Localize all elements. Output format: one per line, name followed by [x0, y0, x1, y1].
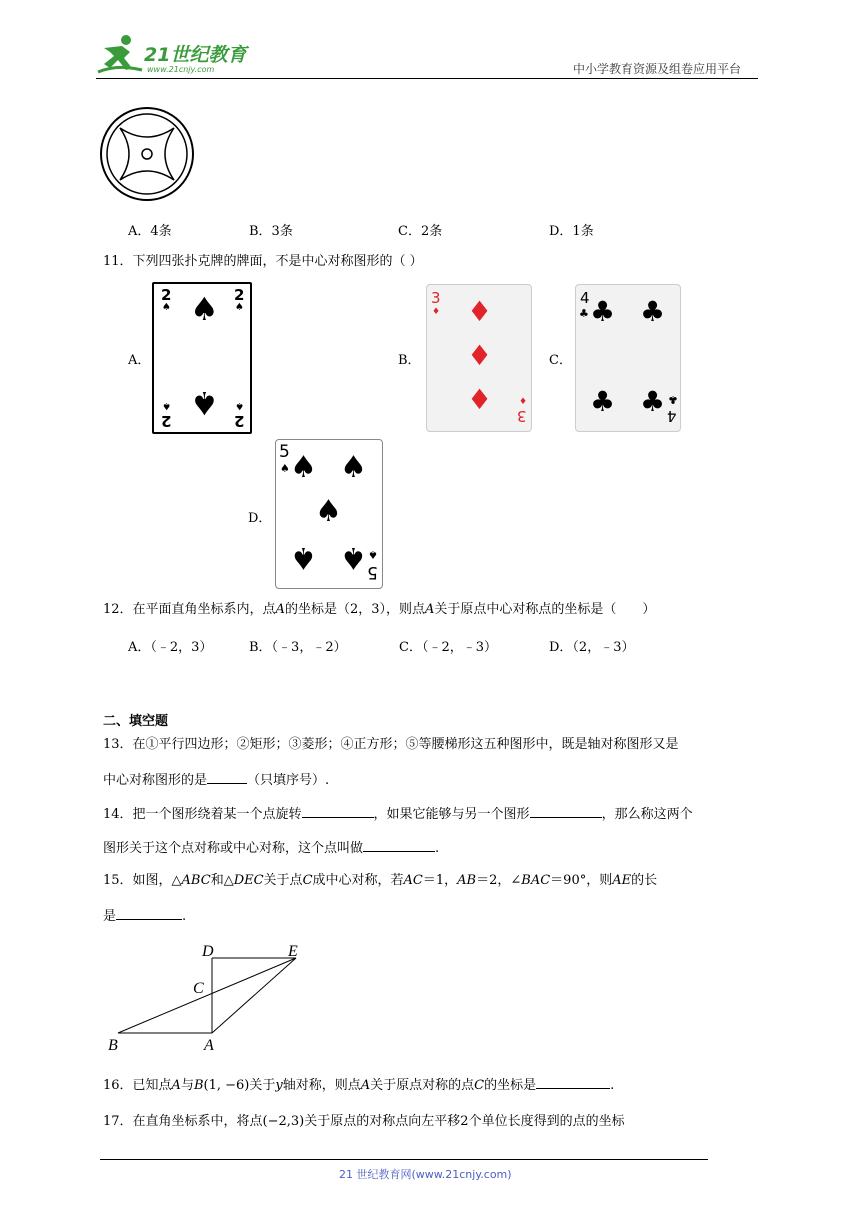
spade-icon: ♠ — [290, 450, 317, 485]
label-b: B — [108, 1037, 118, 1054]
q15-text: ＝90°，则 — [550, 873, 613, 888]
logo-text: 21世纪教育 — [144, 44, 247, 66]
spade-icon: ♠ — [368, 548, 378, 561]
label-d: D — [202, 943, 214, 960]
club-icon: ♣ — [640, 385, 666, 418]
q16-text: 与 — [180, 1078, 194, 1093]
header-divider — [96, 78, 758, 79]
q16-a: A — [360, 1078, 371, 1093]
q15-ab: AB — [457, 873, 477, 888]
q15-text: 和△ — [210, 873, 234, 888]
q14-blank-2[interactable] — [530, 803, 602, 818]
q16-text: 关于原点对称的点 — [370, 1078, 475, 1093]
logo-url: www.21cnjy.com — [147, 65, 215, 74]
card-rank: 5 — [279, 442, 290, 462]
spade-icon: ♠ — [340, 540, 367, 575]
q10-option-d: D．1条 — [549, 224, 594, 239]
q12-option-d: D．（2，﹣3） — [549, 640, 635, 655]
q16-text: 轴对称，则点 — [282, 1078, 361, 1093]
q16-text: 16．已知点 — [103, 1078, 172, 1093]
q13-line1: 13．在①平行四边形；②矩形；③菱形；④正方形；⑤等腰梯形这五种图形中，既是轴对称图形又是 — [103, 737, 679, 752]
q16-c: C — [474, 1078, 485, 1093]
q14-line2 — [103, 837, 439, 859]
q17 — [103, 1112, 625, 1132]
diamond-icon: ♦ — [467, 383, 493, 416]
q14-line1 — [103, 803, 693, 825]
q17-text: 17．在直角坐标系中，将点 — [103, 1114, 263, 1129]
card-rank: 2 — [161, 412, 172, 430]
logo-runner-icon — [96, 34, 144, 76]
q15-bac: BAC — [521, 873, 551, 888]
card-two-of-spades — [152, 282, 252, 434]
label-e: E — [288, 943, 298, 960]
q12-stem-prefix: 12．在平面直角坐标系内，点 — [103, 602, 276, 617]
card-rank: 4 — [580, 289, 590, 307]
q16-answer-blank[interactable] — [536, 1074, 610, 1089]
spade-icon: ♠ — [162, 302, 171, 313]
q10-option-b: B．3条 — [249, 224, 293, 239]
q10-option-c: C．2条 — [398, 224, 443, 239]
q14-line2-prefix: 图形关于这个点对称或中心对称，这个点叫做 — [103, 841, 364, 856]
q14-blank-1[interactable] — [302, 803, 374, 818]
q16-text: 关于 — [249, 1078, 276, 1093]
label-a: A — [204, 1037, 214, 1054]
q17-text: 个单位长度得到的点的坐标 — [468, 1114, 625, 1129]
q14-part1: 14．把一个图形绕着某一个点旋转 — [103, 807, 302, 822]
q16-text: . — [610, 1078, 615, 1093]
q11-label-b: B． — [398, 353, 421, 368]
spade-icon: ♠ — [280, 462, 290, 475]
spade-icon: ♠ — [162, 400, 171, 411]
q16-coords: (1, −6) — [203, 1078, 250, 1093]
club-icon: ♣ — [640, 295, 666, 328]
club-icon: ♣ — [579, 307, 589, 320]
card-rank: 4 — [667, 407, 677, 425]
q15-dec: DEC — [233, 873, 264, 888]
q12-stem-suffix: 关于原点中心对称点的坐标是（ ） — [434, 602, 656, 617]
club-icon: ♣ — [590, 295, 616, 328]
q11-stem: 11．下列四张扑克牌的牌面，不是中心对称图形的（ ） — [103, 254, 423, 269]
q14-part2: ，如果它能够与另一个图形 — [373, 807, 530, 822]
q15-ae: AE — [612, 873, 632, 888]
diamond-icon: ♦ — [432, 307, 441, 317]
platform-name: 中小学教育资源及组卷应用平台 — [573, 62, 742, 76]
label-c: C — [193, 980, 204, 997]
q12-point-a: A — [424, 602, 435, 617]
q15-abc: ABC — [181, 873, 211, 888]
q16 — [103, 1074, 614, 1096]
section-title: 二、填空题 — [103, 714, 169, 729]
q16-y: y — [275, 1078, 283, 1093]
spade-icon: ♠ — [190, 290, 219, 328]
q10-figure — [98, 106, 198, 202]
spade-icon: ♠ — [315, 494, 342, 529]
spade-icon: ♠ — [340, 450, 367, 485]
spade-icon: ♠ — [290, 540, 317, 575]
q15-text: 15．如图，△ — [103, 873, 182, 888]
q16-text: 的坐标是 — [484, 1078, 537, 1093]
q11-label-c: C． — [549, 353, 572, 368]
q15-line2 — [103, 905, 186, 927]
q11-label-d: D． — [248, 511, 272, 526]
q12-stem — [103, 600, 655, 620]
spade-icon: ♠ — [235, 302, 244, 313]
card-rank: 2 — [161, 286, 172, 304]
q13-answer-blank[interactable] — [207, 769, 247, 784]
footer-text: 21 世纪教育网(www.21cnjy.com) — [339, 1168, 512, 1181]
card-five-of-spades — [275, 439, 383, 589]
q16-a: A — [171, 1078, 181, 1093]
q12-stem-mid: 的坐标是（2，3），则点 — [284, 602, 425, 617]
q17-num: 2 — [460, 1114, 469, 1129]
card-rank: 2 — [234, 412, 245, 430]
q14-part3: ，那么称这两个 — [601, 807, 693, 822]
card-rank: 5 — [367, 562, 378, 582]
q12-point-a: A — [275, 602, 285, 617]
card-three-of-diamonds — [426, 284, 532, 432]
spade-icon: ♠ — [190, 384, 219, 422]
club-icon: ♣ — [590, 385, 616, 418]
header — [0, 0, 860, 80]
card-rank: 3 — [517, 407, 527, 425]
q13-line2-suffix: （只填序号）. — [247, 773, 330, 788]
footer-divider — [100, 1159, 708, 1160]
q13-line2 — [103, 769, 329, 791]
q15-ac: AC — [403, 873, 423, 888]
card-four-of-clubs — [575, 284, 681, 432]
q17-text: 关于原点的对称点向左平移 — [304, 1114, 461, 1129]
diamond-icon: ♦ — [467, 295, 493, 328]
q15-line2-suffix: . — [182, 909, 187, 924]
q15-text: ＝2，∠ — [476, 873, 522, 888]
card-rank: 3 — [431, 289, 441, 307]
q16-b: B — [193, 1078, 204, 1093]
q15-text: 的长 — [631, 873, 658, 888]
q15-text: 成中心对称，若 — [312, 873, 404, 888]
spade-icon: ♠ — [235, 400, 244, 411]
q14-line2-suffix: . — [435, 841, 440, 856]
q17-point: (−2,3) — [262, 1114, 305, 1129]
diamond-icon: ♦ — [467, 339, 493, 372]
q15-c: C — [302, 873, 313, 888]
q15-line2-prefix: 是 — [103, 909, 117, 924]
q14-blank-3[interactable] — [363, 837, 435, 852]
card-rank: 2 — [234, 286, 245, 304]
q10-option-a: A．4条 — [128, 224, 172, 239]
q11-label-a: A． — [128, 353, 151, 368]
diamond-icon: ♦ — [519, 397, 528, 407]
q12-option-a: A．（﹣2，3） — [128, 640, 213, 655]
q15-line1 — [103, 871, 657, 891]
q15-text: ＝1， — [422, 873, 458, 888]
q15-text: 关于点 — [263, 873, 303, 888]
q12-option-b: B．（﹣3，﹣2） — [249, 640, 347, 655]
q15-figure — [100, 938, 320, 1056]
q13-line2-prefix: 中心对称图形的是 — [103, 773, 208, 788]
q12-option-c: C．（﹣2，﹣3） — [399, 640, 497, 655]
q15-answer-blank[interactable] — [116, 905, 182, 920]
club-icon: ♣ — [668, 393, 678, 406]
